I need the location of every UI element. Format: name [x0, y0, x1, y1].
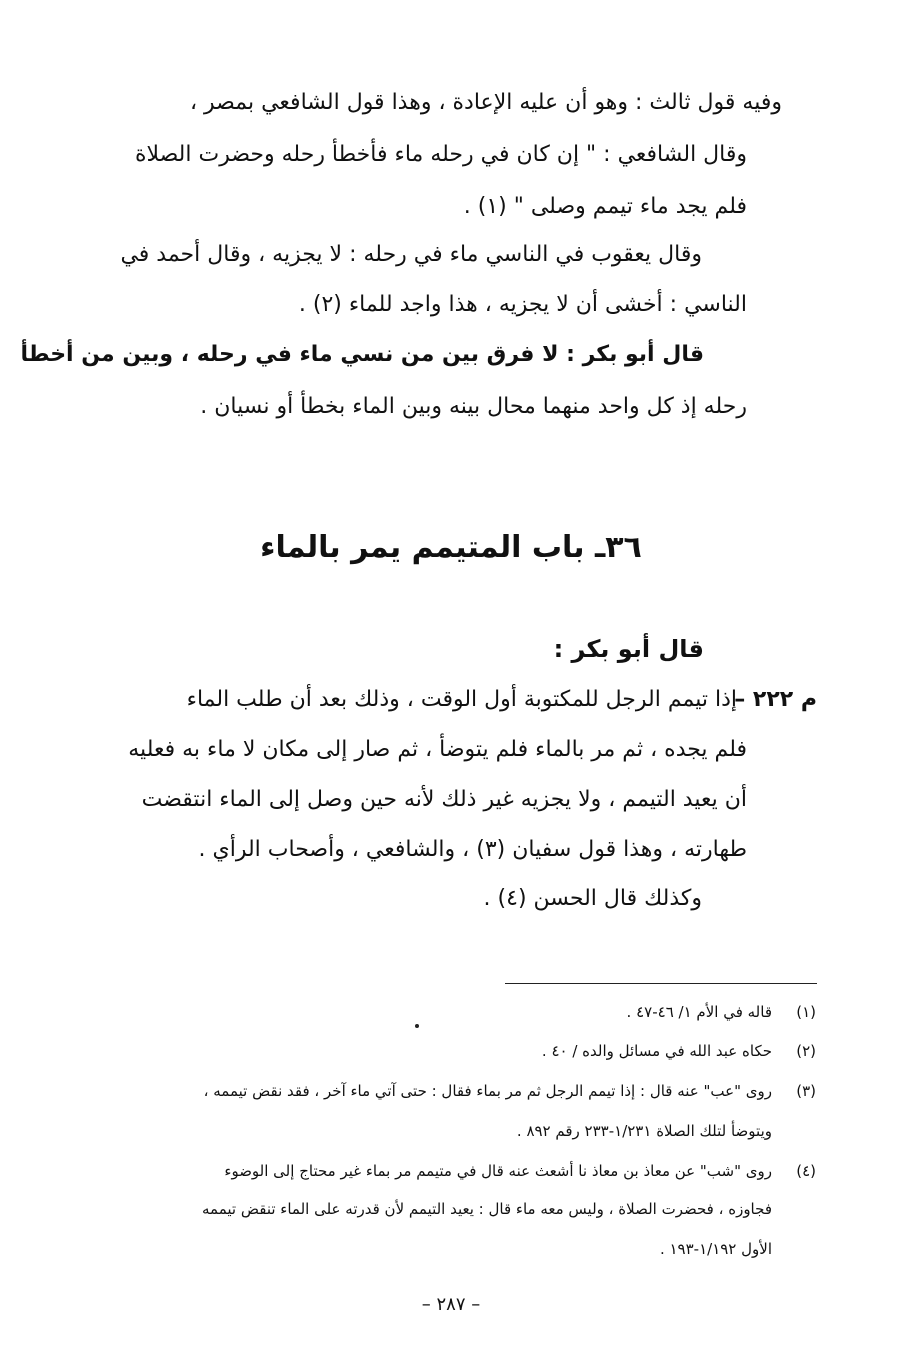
body-line: وقال الشافعي : " إن كان في رحله ماء فأخطأ رحله وحضرت الصلاة [134, 142, 747, 167]
footnote-line: ويتوضأ لتلك الصلاة ١/٢٣١-٢٣٣ رقم ٨٩٢ . [516, 1122, 772, 1140]
section-intro: قال أبو بكر : [553, 635, 704, 663]
footnote-separator [505, 983, 817, 984]
body-line: فلم يجده ، ثم مر بالماء فلم يتوضأ ، ثم صار إلى مكان لا ماء به فعليه [128, 737, 747, 762]
footnote-line: روى "شب" عن معاذ بن معاذ نا أشعث عنه قال في متيمم مر بماء غير محتاج إلى الوضوء [224, 1162, 772, 1180]
ink-dot [415, 1024, 419, 1028]
footnote-line: حكاه عبد الله في مسائل والده / ٤٠ . [541, 1042, 772, 1060]
body-line: وقال يعقوب في الناسي ماء في رحله : لا يجزيه ، وقال أحمد في [120, 242, 702, 267]
footnote-line: فجاوزه ، فحضرت الصلاة ، وليس معه ماء قال : يعيد التيمم لأن قدرته على الماء تنقض تيممه [202, 1200, 772, 1218]
footnote-line: قاله في الأم ١/ ٤٦-٤٧ . [626, 1003, 772, 1021]
issue-marker: م ٢٢٢ – [734, 687, 817, 712]
body-line: وكذلك قال الحسن (٤) . [483, 886, 702, 911]
body-line: الناسي : أخشى أن لا يجزيه ، هذا واجد للماء (٢) . [298, 292, 747, 317]
body-line: وفيه قول ثالث : وهو أن عليه الإعادة ، وهذا قول الشافعي بمصر ، [189, 90, 782, 115]
footnote-line: روى "عب" عنه قال : إذا تيمم الرجل ثم مر بماء فقال : حتى آتي ماء آخر ، فقد نقض تيممه ، [203, 1082, 772, 1100]
footnote-number: (٣) [796, 1082, 816, 1100]
footnote-line: الأول ١/١٩٢-١٩٣ . [659, 1240, 772, 1258]
section-title: ٣٦ـ باب المتيمم يمر بالماء [260, 530, 642, 565]
body-line: طهارته ، وهذا قول سفيان (٣) ، والشافعي ، وأصحاب الرأي . [198, 837, 747, 862]
footnote-number: (٤) [796, 1162, 816, 1180]
footnote-number: (٢) [796, 1042, 816, 1060]
body-line: فلم يجد ماء تيمم وصلى " (١) . [463, 194, 747, 219]
body-line: أن يعيد التيمم ، ولا يجزيه غير ذلك لأنه حين وصل إلى الماء انتقضت [141, 787, 747, 812]
body-line: قال أبو بكر : لا فرق بين من نسي ماء في رحله ، وبين من أخطأ [20, 342, 704, 367]
page-number: – ٢٨٧ – [421, 1294, 481, 1315]
footnote-number: (١) [796, 1003, 816, 1021]
body-line: إذا تيمم الرجل للمكتوبة أول الوقت ، وذلك بعد أن طلب الماء [186, 687, 737, 712]
body-line: رحله إذ كل واحد منهما محال بينه وبين الماء بخطأ أو نسيان . [200, 394, 747, 419]
